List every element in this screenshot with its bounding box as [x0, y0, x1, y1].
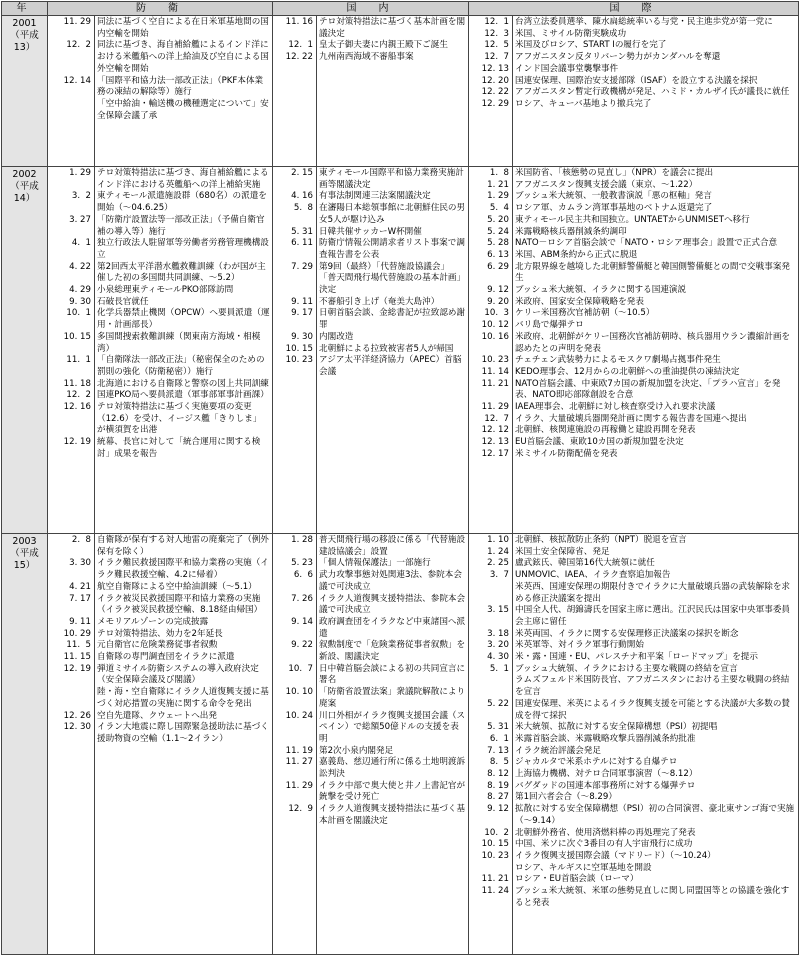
event-date — [469, 582, 509, 605]
event-date: 10. 23 — [481, 850, 509, 861]
event-date: 10. 3 — [484, 308, 509, 319]
event-date: 5. 28 — [487, 238, 509, 249]
event-date: 10. 2 — [484, 827, 509, 838]
event-text: チェチェン武装勢力によるモスクワ劇場占拠事件発生 — [515, 355, 721, 366]
event-date — [273, 273, 313, 296]
event-text: 防衛庁情報公開請求者リスト事案で調査報告書を公表 — [319, 238, 465, 260]
event-text: 独立行政法人駐留軍等労働者労務管理機構設立 — [97, 238, 269, 260]
event-text: イラク被災民救援国際平和協力業務の実施（イラク被災民救援空輸、8.18経由帰国） — [97, 593, 263, 616]
defense-events — [95, 167, 273, 534]
event-text: 九州南西海域不審船事案 — [319, 52, 414, 63]
domestic-events — [317, 16, 469, 167]
event-date: 12. 22 — [285, 52, 313, 63]
event-text: 皇太子御夫妻に内親王殿下ご誕生 — [319, 40, 448, 51]
event-text: テロ対策特措法に基づき、海自補給艦によるインド洋における英艦船への洋上補給実施 — [97, 168, 269, 190]
event-text: メモリアルゾーンの完成披露 — [97, 616, 209, 627]
event-text: ロシア軍、カムラン湾軍事基地のベトナム返還完了 — [515, 203, 713, 214]
intl-dates — [469, 16, 513, 167]
event-date: 12. 16 — [63, 402, 91, 413]
event-text: 多国間捜索救難訓練（関東南方海域・相模湾） — [97, 331, 261, 354]
event-date: 5. 31 — [487, 722, 509, 733]
event-text: イラク統治評議会発足 — [515, 745, 601, 756]
event-text: 米国防省、「核態勢の見直し」（NPR）を議会に提出 — [515, 168, 714, 178]
event-text: 日中韓首脳会談による初の共同宣言に署名 — [319, 663, 466, 686]
event-date: 12. 3 — [484, 28, 509, 39]
event-text: ブッシュ米大統領、イラクに関する国連演説 — [515, 285, 687, 296]
event-text: UNMOVIC、IAEA、イラク査察追加報告 — [515, 570, 671, 581]
intl-events — [513, 167, 799, 534]
event-text: 米ミサイル防衛配備を発表 — [515, 448, 618, 459]
year-label: 2002 — [12, 169, 37, 180]
event-date: 11. 1 — [66, 355, 91, 366]
event-text: 上海協力機構、対テロ合同軍事演習（～8.12） — [515, 769, 698, 780]
event-date: 5. 8 — [293, 203, 313, 214]
event-date: 10. 15 — [481, 839, 509, 850]
year-row — [2, 167, 799, 534]
event-text: ロシア、キルギスに空軍基地を開設 — [515, 862, 652, 873]
year-cell — [2, 16, 48, 167]
event-text: イラク人道復興支援特措法、参院本会議で可決成立 — [319, 593, 466, 616]
event-text: ブッシュ米大統領、一般教書演説「悪の枢軸」発言 — [515, 191, 712, 202]
event-date: 7. 29 — [291, 261, 313, 272]
chronology-table — [1, 1, 799, 955]
defense-dates — [48, 16, 95, 167]
event-text: 北朝鮮、核関連施設の再稼働と建設再開を発表 — [515, 425, 696, 436]
defense-events — [95, 534, 273, 955]
event-date: 9. 20 — [487, 296, 509, 307]
era-label: （平成14） — [10, 181, 39, 204]
event-text: 米国及びロシア、START Ⅰの履行を完了 — [515, 40, 667, 51]
event-text: 米国、ABM条約から正式に脱退 — [515, 249, 638, 260]
event-text: 政府調査団をイラクなど中東諸国へ派遣 — [319, 616, 466, 639]
event-text: ブッシュ大統領、イラクにおける主要な戦闘の終結を宣言 ラムズフェルド米国防長官、アフガニスタンにおける主要な戦闘の終結を宣言 — [515, 663, 790, 698]
year-row — [2, 16, 799, 167]
event-text: イラク復興支援国際会議（マドリード）（～10.24） — [515, 850, 716, 861]
event-text: 米英西、国連安保理の期限付きでイラクに大量破壊兵器の武装解除を求める修正決議案を提出 — [515, 581, 791, 604]
event-date: 11. 29 — [481, 402, 509, 413]
event-text: 盧武鉉氏、韓国第16代大統領に就任 — [515, 558, 655, 569]
event-date: 10. 29 — [63, 628, 91, 639]
event-text: インド国会議事堂襲撃事件 — [515, 63, 619, 74]
domestic-events — [317, 534, 469, 955]
event-date: 11. 21 — [481, 874, 509, 885]
event-text: 北海道における自衛隊と警察の図上共同訓練 — [97, 378, 269, 389]
event-text: 同法に基づき、海自補給艦によるインド洋における米艦船への洋上給油及び空自による国外空輸を開始 — [97, 40, 269, 74]
event-date: 12. 1 — [288, 40, 313, 51]
event-date: 2. 8 — [71, 535, 91, 545]
event-text: 同法に基づく空自による在日米軍基地間の国内空輸を開始 — [97, 17, 269, 39]
header-year: 年 — [2, 2, 48, 16]
event-text: 第2回西太平洋潜水艦救難訓練（わが国が主催した初の多国間共同訓練、～5.2） — [97, 261, 266, 284]
domestic-dates — [273, 16, 317, 167]
event-date: 5. 4 — [489, 203, 509, 214]
event-text: イラク人道復興支援特措法に基づく基本計画を閣議決定 — [319, 804, 466, 826]
event-date: 12. 7 — [484, 413, 509, 424]
intl-events — [513, 534, 799, 955]
event-date: 3. 7 — [489, 570, 509, 581]
event-text: 東ティモール民主共和国独立。UNTAETからUNMISETへ移行 — [515, 214, 750, 225]
event-text: 国連PKO局へ要員派遣（軍事部軍事計画課） — [97, 390, 269, 401]
event-text: 「防衛省設置法案」衆議院解散により廃案 — [319, 687, 466, 709]
event-text: 化学兵器禁止機関（OPCW）へ要員派遣（運用・計画部長） — [97, 308, 270, 331]
event-text: ロシア、キューバ基地より撤兵完了 — [515, 98, 652, 109]
event-text: 内閣改造 — [319, 331, 354, 342]
event-date: 11. 29 — [285, 780, 313, 791]
event-date: 4. 30 — [487, 652, 509, 663]
event-text: 在瀋陽日本総領事館に北朝鮮住民の男女5人が駆け込み — [319, 203, 466, 225]
event-text: 拡散に対する安全保障構想（PSI）初の合同演習、豪北東サンゴ海で実施（～9.14） — [515, 804, 795, 826]
event-date: 1. 24 — [487, 546, 509, 557]
event-date: 5. 20 — [487, 214, 509, 225]
year-cell — [2, 167, 48, 534]
event-date: 10. 10 — [285, 687, 313, 698]
event-date: 10. 12 — [481, 320, 509, 331]
event-date: 4. 1 — [71, 238, 91, 249]
event-date: 9. 11 — [69, 616, 91, 627]
event-text: 日韓共催サッカーW杯開催 — [319, 226, 422, 237]
event-date: 3. 15 — [487, 605, 509, 616]
event-text: 「個人情報保護法」一部施行 — [319, 558, 431, 569]
event-date: 12. 30 — [63, 722, 91, 733]
header-row — [2, 2, 799, 16]
event-text: イラン大地震に際し国際緊急援助法に基づく援助物資の空輸（1.1～2イラン） — [97, 722, 269, 744]
intl-dates — [469, 534, 513, 955]
event-text: 石破長官就任 — [97, 296, 149, 307]
event-date: 12. 19 — [63, 663, 91, 674]
event-text: 北朝鮮による拉致被害者5人が帰国 — [319, 343, 454, 354]
event-date: 9. 12 — [487, 804, 509, 815]
header-domestic: 国 内 — [273, 2, 469, 16]
event-text: アフガニスタン暫定行政機構が発足、ハミド・カルザイ氏が議長に就任 — [515, 87, 790, 98]
event-text: NATO－ロシア首脳会談で「NATO・ロシア理事会」設置で正式合意 — [515, 238, 778, 249]
event-text: 中国、米ソに次ぐ3番目の有人宇宙飛行に成功 — [515, 839, 693, 850]
event-text: 日朝首脳会談、金総書記が拉致認め謝罪 — [319, 308, 466, 331]
event-date: 12. 26 — [63, 710, 91, 721]
event-text: 弾道ミサイル防衛システムの導入政府決定（安全保障会議及び閣議） 陸・海・空自衛隊にイラク人道復興支援に基づく対応措置の実施に関する命令を発出 — [97, 663, 269, 709]
event-text: 空自先遣隊、クウェートへ出発 — [97, 710, 217, 721]
event-date: 1. 29 — [487, 191, 509, 202]
event-text: 米英両国、イラクに関する安保理修正決議案の採択を断念 — [515, 628, 739, 639]
event-date: 9. 12 — [487, 285, 509, 296]
event-date: 4. 21 — [69, 581, 91, 592]
year-row — [2, 534, 799, 955]
event-text: ロシア・EU首脳会談（ローマ） — [515, 874, 639, 885]
event-date: 8. 19 — [487, 780, 509, 791]
event-date: 8. 12 — [487, 769, 509, 780]
event-date: 11. 27 — [285, 757, 313, 768]
event-date: 3. 20 — [487, 640, 509, 651]
intl-events — [513, 16, 799, 167]
event-date: 12. 20 — [481, 75, 509, 86]
event-date: 3. 18 — [487, 628, 509, 639]
event-date: 6. 13 — [487, 249, 509, 260]
event-date: 10. 1 — [66, 308, 91, 319]
event-date: 11. 16 — [285, 17, 313, 27]
event-date: 6. 11 — [291, 238, 313, 249]
event-date: 1. 21 — [487, 179, 509, 190]
event-text: 米露首脳会談、米露戦略攻撃兵器削減条約批准 — [515, 733, 696, 744]
event-date: 10. 23 — [285, 355, 313, 366]
event-date: 12. 13 — [481, 437, 509, 448]
event-date: 4. 22 — [69, 261, 91, 272]
event-date: 10. 23 — [481, 355, 509, 366]
event-date: 5. 24 — [487, 226, 509, 237]
event-text: 普天間飛行場の移設に係る「代替施設建設協議会」設置 — [319, 535, 466, 557]
event-date: 11. 18 — [63, 378, 91, 389]
event-date — [469, 863, 509, 875]
event-date: 6. 6 — [293, 570, 313, 581]
event-date: 12. 19 — [63, 437, 91, 448]
event-text: 自衛隊が保有する対人地雷の廃棄完了（例外保有を除く） — [97, 535, 269, 557]
event-text: イラク、大量破壊兵器開発計画に関する報告書を国連へ提出 — [515, 413, 747, 424]
event-date: 12. 22 — [481, 87, 509, 98]
event-date: 11. 14 — [481, 366, 509, 377]
event-text: 米政府、国家安全保障戦略を発表 — [515, 296, 644, 307]
event-text: EU首脳会議、東欧10カ国の新規加盟を決定 — [515, 437, 684, 448]
event-text: 航空自衛隊による空中給油訓練（～5.1） — [97, 581, 257, 592]
year-label: 2001 — [12, 18, 37, 29]
event-text: 北朝鮮外務省、使用済燃料棒の再処理完了発表 — [515, 827, 696, 838]
year-cell — [2, 534, 48, 955]
event-date: 11. 21 — [481, 378, 509, 389]
event-date: 8. 5 — [489, 757, 509, 768]
event-text: 元自衛官に危険業務従事者叙勲 — [97, 640, 218, 651]
event-text: 第9回（最終）「代替施設協議会」 — [319, 261, 450, 272]
event-date: 10. 24 — [285, 710, 313, 721]
event-date: 9. 30 — [291, 331, 313, 342]
event-date: 3. 27 — [69, 214, 91, 225]
event-date: 10. 16 — [481, 331, 509, 342]
event-date: 12. 5 — [484, 40, 509, 51]
event-text: 米大統領、拡散に対する安全保障構想（PSI）初提唱 — [515, 722, 718, 733]
event-text: テロ対策特措法に基づく実施要項の変更（12.6）を受け、イージス艦「きりしま」が横須賀を出港 — [97, 402, 262, 436]
event-text: ブッシュ米大統領、米軍の態勢見直しに関し同盟国等との協議を強化すると発表 — [515, 886, 790, 908]
event-date: 4. 29 — [69, 285, 91, 296]
event-date: 10. 15 — [63, 331, 91, 342]
defense-dates — [48, 167, 95, 534]
event-date: 2. 25 — [487, 558, 509, 569]
event-date: 1. 8 — [489, 168, 509, 178]
event-text: バリ島で爆弾テロ — [515, 320, 584, 331]
event-text: 東ティモール派遣施設群（680名）の派遣を開始（～04.6.25） — [97, 191, 267, 214]
event-text: テロ対策特措法、効力を2年延長 — [97, 628, 223, 639]
event-date: 11. 24 — [481, 886, 509, 897]
event-text: 有事法制関連三法案閣議決定 — [319, 191, 431, 202]
event-date: 8. 27 — [487, 792, 509, 803]
event-text: 統幕、長官に対して「統合運用に関する検討」成果を報告 — [97, 437, 261, 459]
event-text: ジャカルタで米系ホテルに対する自爆テロ — [515, 757, 678, 768]
event-date: 12. 7 — [484, 52, 509, 63]
defense-events — [95, 16, 273, 167]
event-text: アフガニスタン復興支援会議（東京、～1.22） — [515, 179, 698, 190]
event-date: 9. 22 — [291, 640, 313, 651]
domestic-dates — [273, 534, 317, 955]
header-defense: 防 衛 — [48, 2, 273, 16]
event-date: 12. 17 — [481, 448, 509, 459]
event-text: 川口外相がイラク復興支援国会議（スペイン）で総額50億ドルの支援を表明 — [319, 710, 466, 744]
event-text: ケリー米国務次官補訪朝（～10.5） — [515, 308, 655, 319]
event-text: 「防衛庁設置法等一部改正法」（予備自衛官補の導入等）施行 — [97, 214, 265, 237]
event-text: KEDO理事会、12月からの北朝鮮への重油提供の凍結決定 — [515, 366, 740, 377]
event-text: アジア太平洋経済協力（APEC）首脳会議 — [319, 355, 462, 377]
event-date: 11. 29 — [63, 17, 91, 27]
event-date: 9. 17 — [291, 308, 313, 319]
event-date: 1. 28 — [291, 535, 313, 545]
event-text: 東ティモール国際平和協力業務実施計画等閣議決定 — [319, 168, 464, 190]
event-text: 国連安保理、米英によるイラク復興支援を可能とする決議が大多数の賛成を得て採択 — [515, 698, 791, 721]
event-text: 嘉義島、慈辺通行所に係る土地明渡訴訟判決 — [319, 757, 466, 780]
event-date: 3. 30 — [69, 558, 91, 569]
event-date: 9. 11 — [291, 296, 313, 307]
event-text: 中国全人代、胡錦濤氏を国家主席に選出。江沢民氏は国家中央軍事委員会主席に留任 — [515, 605, 791, 627]
domestic-events — [317, 167, 469, 534]
event-date: 12. 2 — [66, 40, 91, 51]
event-text: 「普天間飛行場代替施設の基本計画」決定 — [319, 273, 466, 296]
event-date: 12. 12 — [481, 425, 509, 436]
event-date: 7. 13 — [487, 745, 509, 756]
year-label: 2003 — [12, 536, 37, 547]
event-text: 米国、ミサイル防衛実験成功 — [515, 28, 627, 39]
event-text: 「自衛隊法一部改正法」（秘密保全のための罰則の強化（防衛秘密））施行 — [97, 355, 265, 377]
event-date: 1. 29 — [69, 168, 91, 178]
event-date: 4. 16 — [291, 191, 313, 202]
event-text: バグダッドの国連本部事務所に対する爆弾テロ — [515, 780, 696, 791]
event-date: 12. 14 — [63, 75, 91, 86]
event-date: 12. 2 — [66, 390, 91, 401]
event-text: 米国土安全保障省、発足 — [515, 546, 610, 557]
intl-dates — [469, 167, 513, 534]
event-date: 12. 29 — [481, 98, 509, 109]
header-international: 国 際 — [469, 2, 799, 16]
event-date: 5. 23 — [291, 558, 313, 569]
event-text: 叙勲制度で「危険業務従事者叙勲」を新設、閣議決定 — [319, 640, 466, 663]
event-date: 12. 13 — [481, 63, 509, 74]
event-date: 6. 29 — [487, 261, 509, 272]
event-date: 1. 10 — [487, 535, 509, 545]
event-date: 9. 14 — [291, 616, 313, 627]
event-text: 台湾立法委員選挙、陳水扁総統率いる与党・民主進歩党が第一党に — [515, 17, 773, 27]
event-date: 9. 30 — [69, 296, 91, 307]
event-date: 5. 22 — [487, 698, 509, 709]
event-text: 不審船引き上げ（奄美大島沖） — [319, 296, 440, 307]
event-text: 米・露・国連・EU、パレスチナ和平案「ロードマップ」を提示 — [515, 652, 758, 663]
event-date: 7. 17 — [69, 593, 91, 604]
event-text: イラク難民救援国際平和協力業務の実施（イラク難民救援空輸、4.2に帰着） — [97, 558, 269, 581]
event-text: 米政府、北朝鮮がケリー国務次官補訪朝時、核兵器用ウラン濃縮計画を認めたとの声明を発表 — [515, 331, 791, 354]
event-text: イラク中部で奥大使と井ノ上書記官が銃撃を受け死亡 — [319, 780, 466, 803]
event-text: 国連安保理、国際治安支援部隊（ISAF）を設立する決議を採択 — [515, 75, 758, 86]
event-text: 「国際平和協力法一部改正法」（PKF本体業務の凍結の解除等）施行 「空中給油・輸送機の機種選定について」安全保障会議了承 — [97, 75, 269, 121]
event-text: NATO首脳会議、中東欧7カ国の新規加盟を決定、「プラハ宣言」を発表、NATO即応部隊創設を合意 — [515, 378, 781, 401]
event-date: 2. 15 — [291, 168, 313, 178]
event-text: 自衛隊の専門調査団をイラクに派遣 — [97, 652, 235, 663]
event-text: IAEA理事会、北朝鮮に対し核査察受け入れ要求決議 — [515, 402, 716, 413]
event-date: 7. 26 — [291, 593, 313, 604]
event-date: 11. 19 — [285, 745, 313, 756]
event-date: 11. 5 — [66, 640, 91, 651]
event-text: アフガニスタン反タリバーン勢力がカンダハルを奪還 — [515, 52, 721, 63]
event-text: 第1回六者会合（～8.29） — [515, 792, 617, 803]
event-date: 6. 1 — [489, 733, 509, 744]
event-text: 第2次小泉内閣発足 — [319, 745, 394, 756]
era-label: （平成15） — [10, 548, 39, 571]
domestic-dates — [273, 167, 317, 534]
event-text: 小泉総理東ティモールPKO部隊訪問 — [97, 285, 234, 296]
event-date: 10. 7 — [288, 663, 313, 674]
event-text: テロ対策特措法に基づく基本計画を閣議決定 — [319, 17, 466, 39]
event-date: 10. 15 — [285, 343, 313, 354]
defense-dates — [48, 534, 95, 955]
event-date: 3. 2 — [71, 191, 91, 202]
event-date: 5. 31 — [291, 226, 313, 237]
event-text: 北方限界線を越境した北朝鮮警備艇と韓国側警備艇との間で交戦事案発生 — [515, 261, 791, 284]
event-text: 米露戦略核兵器削減条約調印 — [515, 226, 627, 237]
era-label: （平成13） — [10, 30, 39, 53]
event-date: 12. 1 — [484, 17, 509, 27]
event-text: 米英軍等、対イラク軍事行動開始 — [515, 640, 644, 651]
event-text: 武力攻撃事態対処関連3法、参院本会議で可決成立 — [319, 570, 462, 592]
event-text: 北朝鮮、核拡散防止条約（NPT）脱退を宣言 — [515, 535, 687, 545]
event-date: 5. 1 — [489, 663, 509, 674]
event-date: 12. 9 — [288, 804, 313, 815]
event-date: 11. 15 — [63, 652, 91, 663]
